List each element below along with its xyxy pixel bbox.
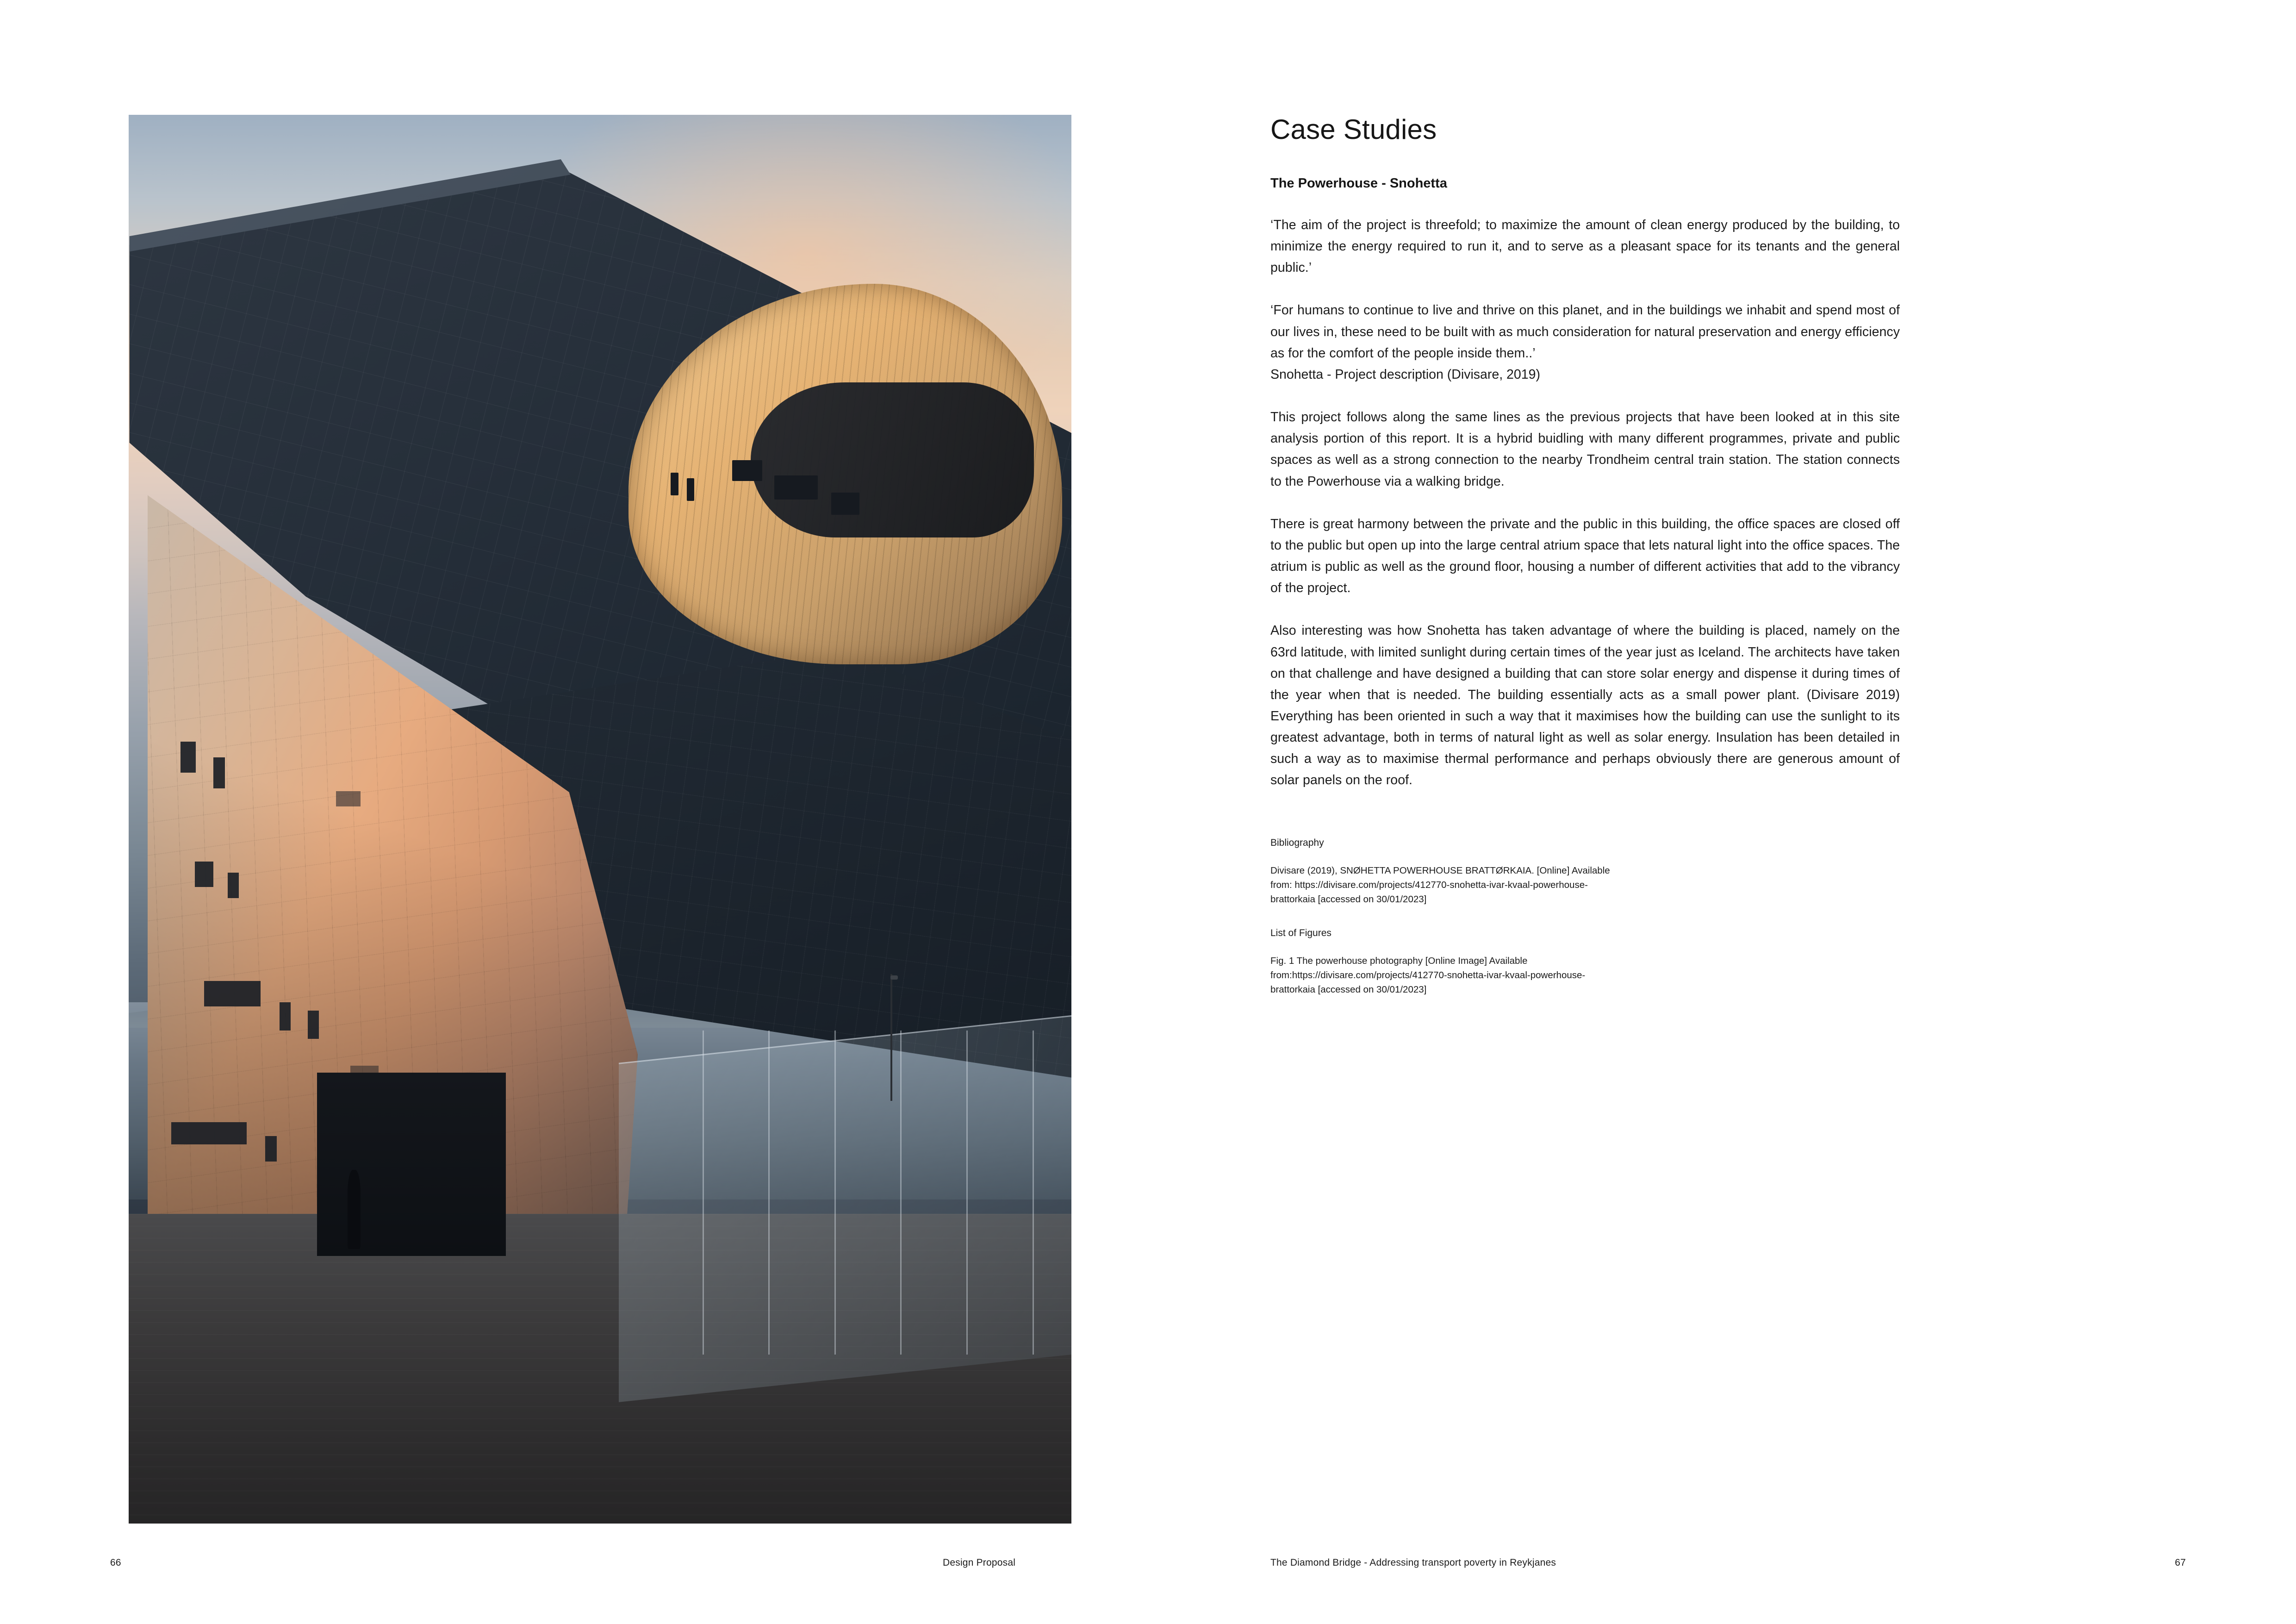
photo-rail-post [834, 1031, 836, 1355]
photo-undercroft [317, 1073, 505, 1256]
photo-facade-window [204, 981, 261, 1006]
bibliography-heading: Bibliography [1270, 837, 1324, 848]
photo-atrium-window [732, 460, 762, 481]
quote-attribution: Snohetta - Project description (Divisare, 2019) [1270, 367, 1540, 382]
paragraph-quote-1: ‘The aim of the project is threefold; to maximize the amount of clean energy produced by the building, to minimize the energy required to run it, and to serve as a pleasant space for its tenants and the general public.’ [1270, 218, 1900, 275]
photo-facade-window [308, 1011, 319, 1039]
left-page-number: 66 [110, 1557, 121, 1568]
photo-facade-window [213, 757, 224, 788]
bibliography-entry: Divisare (2019), SNØHETTA POWERHOUSE BRATTØRKAIA. [Online] Available from: https://divisare.com/projects/412770-snohetta-ivar-kvaal-powerhouse-brattorkaia [accessed on 30/01/2023] [1270, 865, 1610, 905]
paragraph-quote-2: ‘For humans to continue to live and thrive on this planet, and in the buildings we inhabit and spend most of our lives in, these need to be built with as much consideration for natural preservation and energy efficiency as for the comfort of the people inside them..’ [1270, 303, 1900, 361]
photo-facade-window [228, 873, 239, 898]
photo-person [348, 1170, 361, 1249]
right-page-number: 67 [2175, 1557, 2186, 1568]
photo-rail-post [966, 1031, 968, 1355]
photo-facade-window [171, 1122, 247, 1145]
photo-atrium-window [774, 475, 818, 500]
references-block [1270, 837, 1900, 997]
photo-facade-louvre [336, 791, 361, 806]
photo-lamp-post [890, 974, 892, 1101]
photo-facade-window [195, 862, 214, 887]
powerhouse-photograph [129, 115, 1071, 1524]
right-page-doc-title: The Diamond Bridge - Addressing transport poverty in Reykjanes [1270, 1557, 1556, 1568]
photo-rail-post [1033, 1031, 1034, 1355]
photo-atrium-window [831, 493, 859, 515]
photo-sky [129, 115, 1071, 1524]
list-of-figures-heading: List of Figures [1270, 928, 1332, 939]
photo-rail-post [900, 1031, 902, 1355]
section-subtitle: The Powerhouse - Snohetta [1270, 176, 1447, 191]
photo-atrium-window [687, 478, 694, 501]
list-of-figures-entry: Fig. 1 The powerhouse photography [Online Image] Available from:https://divisare.com/projects/412770-snohetta-ivar-kvaal-powerhouse-brattorkaia [accessed on 30/01/2023] [1270, 956, 1586, 995]
photo-glass-balustrade [619, 1015, 1071, 1402]
paragraph-latitude: Also interesting was how Snohetta has taken advantage of where the building is placed, namely on the 63rd latitude, with limited sunlight during certain times of the year just as Iceland. The architects have taken on that challenge and have designed a building that can store solar energy and dispense it during times of the year when that is needed. The building essentially acts as a small power plant. (Divisare 2019) Everything has been oriented in such a way that it maximises how the building can use the sunlight to its greatest advantage, both in terms of natural light as well as solar energy. Insulation has been detailed in such a way as to maximise thermal performance and perhaps obviously there are generous amount of solar panels on the roof. [1270, 623, 1900, 788]
photo-facade-window [180, 742, 196, 773]
photo-atrium-window [671, 473, 678, 495]
photo-rail-post [703, 1031, 704, 1355]
page-title: Case Studies [1270, 114, 1437, 145]
left-page-section: Design Proposal [943, 1557, 1016, 1568]
photo-rail-post [768, 1031, 770, 1355]
paragraph-project-lines: This project follows along the same lines as the previous projects that have been looked at in this site analysis portion of this report. It is a hybrid buidling with many different programmes, private and public spaces as well as a strong connection to the nearby Trondheim central train station. The station connects to the Powerhouse via a walking bridge. [1270, 410, 1900, 489]
photo-lamp-head [890, 975, 898, 980]
paragraph-harmony: There is great harmony between the private and the public in this building, the office spaces are closed off to the public but open up into the large central atrium space that lets natural light into the office spaces. The atrium is public as well as the ground floor, housing a number of different activities that add to the vibrancy of the project. [1270, 516, 1900, 596]
photo-atrium-shadow [751, 382, 1033, 537]
photo-facade-window [280, 1002, 291, 1031]
photo-facade-window [265, 1136, 276, 1162]
text-column [1270, 113, 1900, 997]
